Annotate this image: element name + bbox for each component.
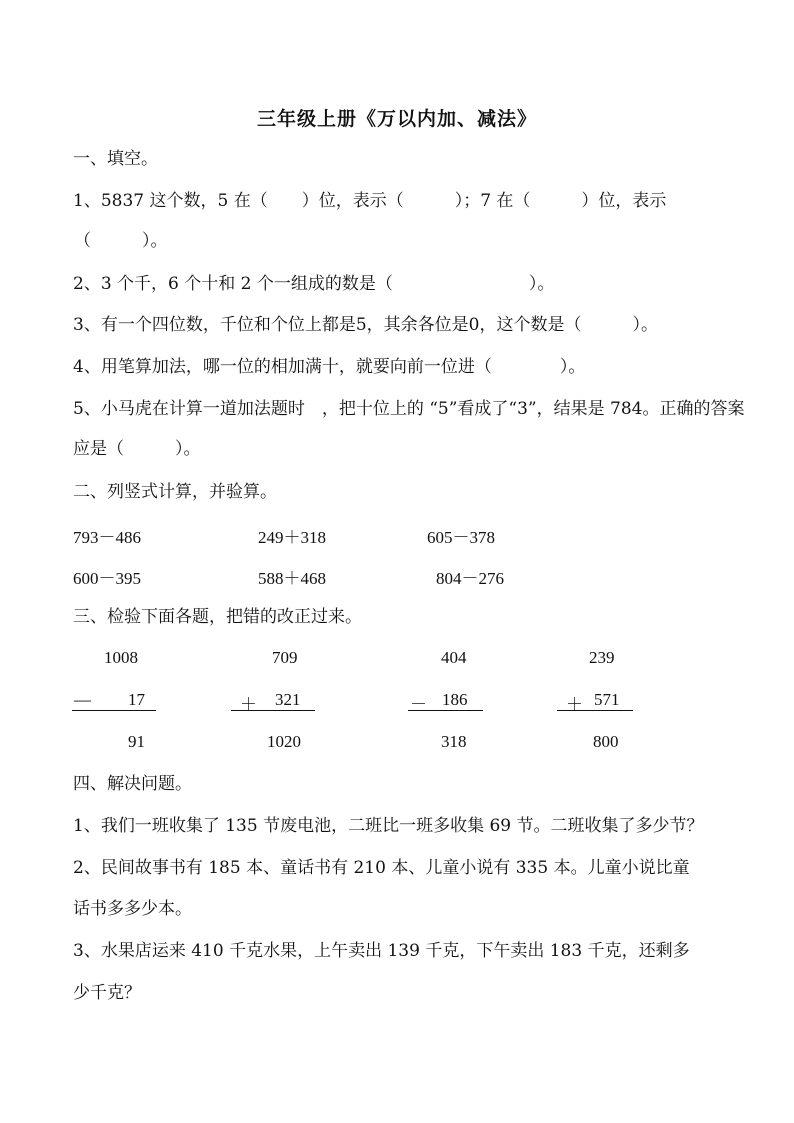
calc-problem: 600－395	[73, 569, 141, 588]
worksheet-title: 三年级上册《万以内加、减法》	[256, 108, 537, 130]
vertical-result: 318	[441, 732, 467, 751]
vertical-underline	[72, 710, 156, 711]
question-4-2-line1: 2、民间故事书有 185 本、童话书有 210 本、儿童小说有 335 本。儿童小说比童	[73, 858, 690, 878]
vertical-result: 800	[593, 732, 619, 751]
question-4-3-line1: 3、水果店运来 410 千克水果，上午卖出 139 千克，下午卖出 183 千克，还剩多	[73, 941, 690, 961]
section-3-heading: 三、检验下面各题，把错的改正过来。	[73, 607, 362, 627]
vertical-bottom-number: 17	[128, 690, 145, 709]
vertical-top-number: 709	[272, 648, 298, 667]
vertical-result: 1020	[267, 732, 301, 751]
vertical-top-number: 1008	[104, 648, 138, 667]
question-4-1: 1、我们一班收集了 135 节废电池，二班比一班多收集 69 节。二班收集了多少节？	[73, 816, 704, 836]
question-4-3-line2: 少千克？	[73, 983, 141, 1003]
calc-problem: 793－486	[73, 528, 141, 547]
vertical-operator: ＋	[566, 695, 583, 714]
vertical-underline	[408, 710, 483, 711]
vertical-operator: —	[74, 690, 91, 709]
section-2-heading: 二、列竖式计算，并验算。	[73, 482, 277, 502]
vertical-operator: －	[410, 695, 427, 714]
calc-problem: 588＋468	[258, 569, 326, 588]
question-1-4: 4、用笔算加法，哪一位的相加满十，就要向前一位进（ ）。	[73, 357, 586, 377]
vertical-result: 91	[128, 732, 145, 751]
calc-problem: 249＋318	[258, 528, 326, 547]
vertical-top-number: 404	[441, 648, 467, 667]
question-1-3: 3、有一个四位数，千位和个位上都是5，其余各位是0，这个数是（ ）。	[73, 315, 658, 335]
question-1-1-line2: （ ）。	[74, 231, 168, 251]
calc-problem: 804－276	[436, 569, 504, 588]
question-4-2-line2: 话书多多少本。	[73, 899, 192, 919]
vertical-top-number: 239	[589, 648, 615, 667]
vertical-bottom-number: 186	[442, 690, 468, 709]
question-1-2: 2、3 个千，6 个十和 2 个一组成的数是（ ）。	[73, 274, 555, 294]
calc-problem: 605－378	[427, 528, 495, 547]
vertical-operator: ＋	[240, 695, 257, 714]
question-1-5-line2: 应是（ ）。	[73, 439, 201, 459]
section-1-heading: 一、填空。	[73, 149, 158, 169]
section-4-heading: 四、解决问题。	[73, 774, 192, 794]
vertical-bottom-number: 571	[594, 690, 620, 709]
question-1-5-line1: 5、小马虎在计算一道加法题时 ，把十位上的 “5”看成了“3”，结果是 784。正确的答案	[73, 399, 745, 419]
question-1-1-line1: 1、5837 这个数，5 在（ ）位，表示（ ）；7 在（ ）位，表示	[73, 191, 667, 211]
vertical-bottom-number: 321	[275, 690, 301, 709]
vertical-underline	[557, 710, 633, 711]
vertical-underline	[231, 710, 315, 711]
